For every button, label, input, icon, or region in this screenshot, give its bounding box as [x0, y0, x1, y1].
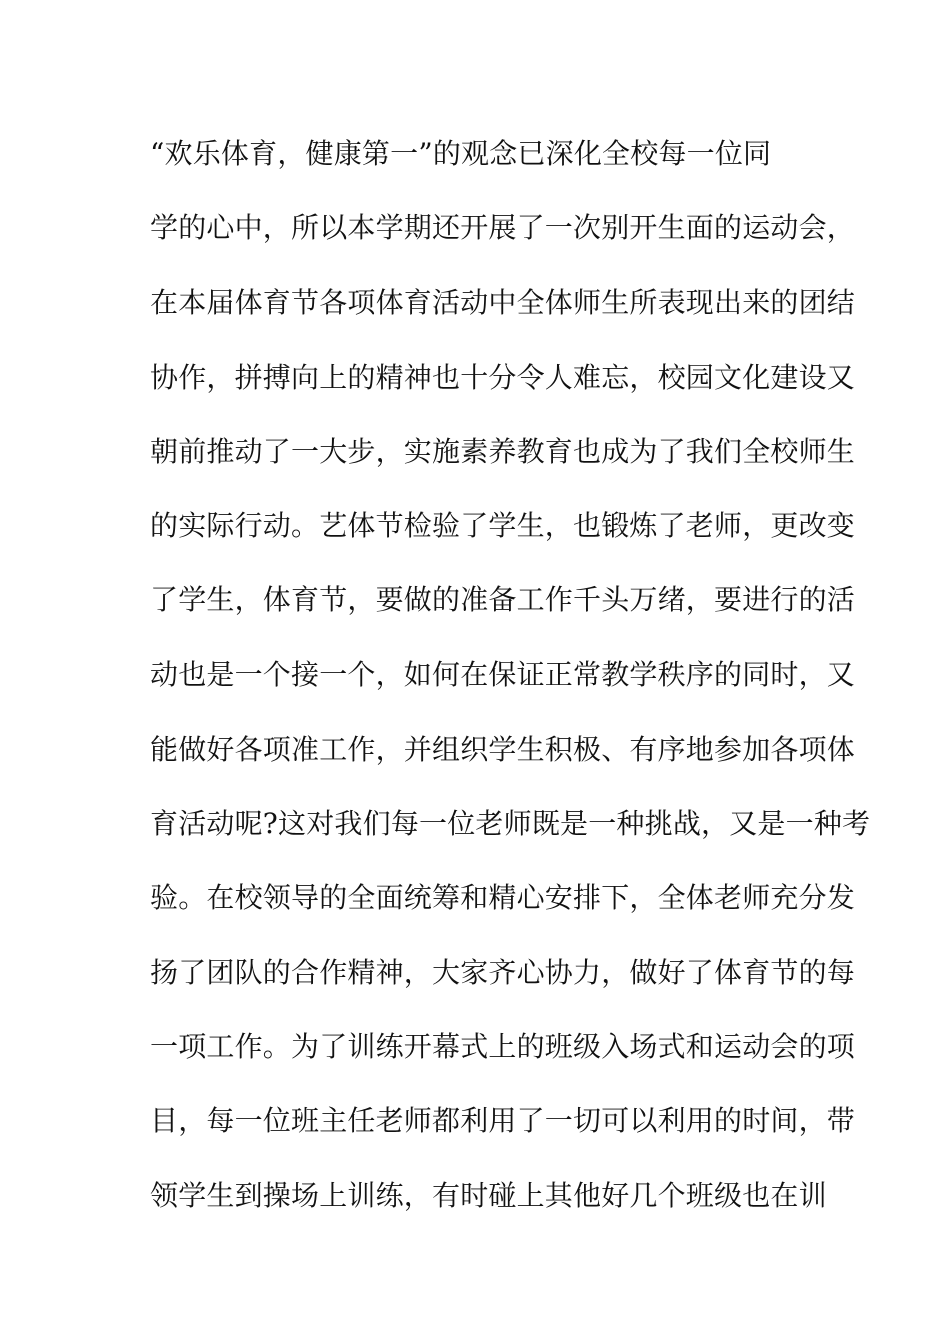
paragraph-line-1: “欢乐体育，健康第一”的观念已深化全校每一位同: [150, 137, 772, 170]
paragraph-line-12: 扬了团队的合作精神，大家齐心协力，做好了体育节的每: [150, 956, 856, 989]
paragraph-line-2: 学的心中，所以本学期还开展了一次别开生面的运动会，: [150, 211, 856, 244]
paragraph-line-6: 的实际行动。艺体节检验了学生，也锻炼了老师，更改变: [150, 509, 856, 542]
paragraph-line-11: 验。在校领导的全面统筹和精心安排下，全体老师充分发: [150, 881, 856, 914]
paragraph-line-3: 在本届体育节各项体育活动中全体师生所表现出来的团结: [150, 286, 856, 319]
paragraph-line-8: 动也是一个接一个，如何在保证正常教学秩序的同时，又: [150, 658, 856, 691]
paragraph-line-9: 能做好各项准工作，并组织学生积极、有序地参加各项体: [150, 733, 856, 766]
paragraph-line-14: 目，每一位班主任老师都利用了一切可以利用的时间，带: [150, 1104, 856, 1137]
paragraph-line-4: 协作，拼搏向上的精神也十分令人难忘，校园文化建设又: [150, 361, 856, 394]
paragraph-line-7: 了学生，体育节，要做的准备工作千头万绪，要进行的活: [150, 583, 856, 616]
paragraph-line-5: 朝前推动了一大步，实施素养教育也成为了我们全校师生: [150, 435, 856, 468]
paragraph-line-15: 领学生到操场上训练，有时碰上其他好几个班级也在训: [150, 1179, 827, 1212]
paragraph-line-10: 育活动呢?这对我们每一位老师既是一种挑战，又是一种考: [150, 807, 871, 840]
paragraph-line-13: 一项工作。为了训练开幕式上的班级入场式和运动会的项: [150, 1030, 856, 1063]
